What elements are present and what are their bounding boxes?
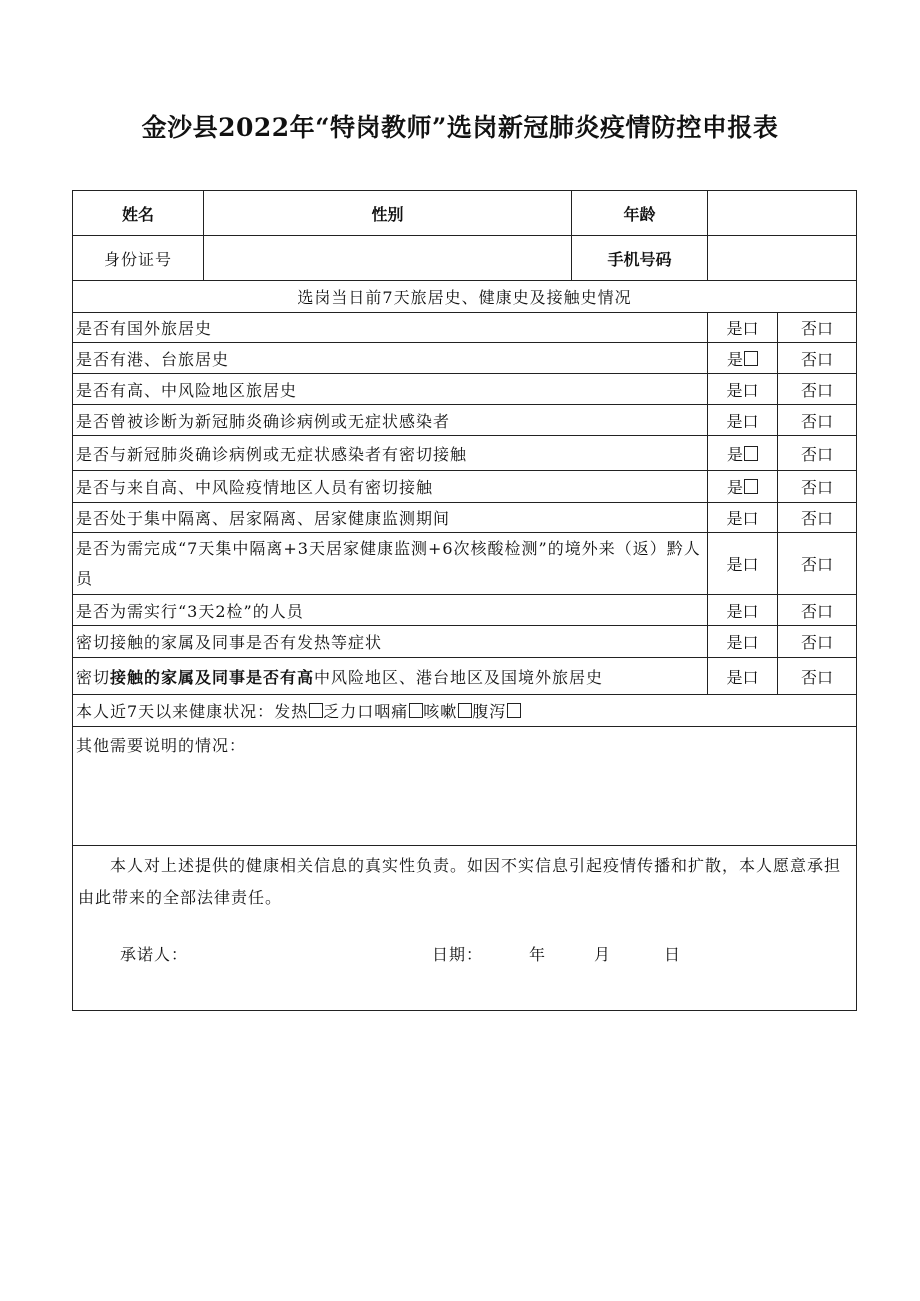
- question-text: 是否有国外旅居史: [73, 313, 708, 343]
- month-label: 月: [594, 945, 612, 964]
- yes-checkbox[interactable]: 是口: [708, 658, 778, 695]
- age-label: 年龄: [572, 191, 708, 236]
- declaration-form: [72, 190, 857, 1011]
- no-checkbox[interactable]: 否口: [778, 658, 857, 695]
- yes-checkbox[interactable]: 是口: [708, 533, 778, 595]
- question-text: 是否有高、中风险地区旅居史: [73, 374, 708, 405]
- age-field[interactable]: [708, 191, 857, 236]
- q11-part2: 接触的家属及同事是否有高: [110, 667, 315, 687]
- yes-checkbox[interactable]: 是口: [708, 595, 778, 626]
- checkbox-square-icon: [409, 703, 423, 718]
- section-title: 选岗当日前7天旅居史、健康史及接触史情况: [73, 281, 857, 313]
- checkbox-square-icon: [744, 351, 758, 366]
- yes-label: 是: [726, 349, 743, 369]
- question-row: [73, 436, 857, 471]
- question-row: [73, 626, 857, 658]
- yes-label: 是: [726, 478, 743, 497]
- cough-option[interactable]: 咳嗽: [423, 702, 472, 721]
- question-row: [73, 405, 857, 436]
- question-text: 是否为需完成“7天集中隔离+3天居家健康监测+6次核酸检测”的境外来（返）黔人员: [73, 533, 708, 595]
- checkbox-square-icon: [507, 703, 521, 718]
- no-checkbox[interactable]: 否口: [778, 313, 857, 343]
- page-title: 金沙县2022年“特岗教师”选岗新冠肺炎疫情防控申报表: [141, 113, 779, 142]
- question-row: [73, 374, 857, 405]
- throat-option[interactable]: 咽痛: [374, 702, 423, 721]
- yes-checkbox[interactable]: [708, 343, 778, 374]
- gender-label: 性别: [204, 191, 572, 236]
- no-checkbox[interactable]: 否口: [778, 626, 857, 658]
- question-text: 是否与新冠肺炎确诊病例或无症状感染者有密切接触: [73, 436, 708, 471]
- no-checkbox[interactable]: 否口: [778, 471, 857, 503]
- row-name: [73, 191, 857, 236]
- question-text: 是否有港、台旅居史: [73, 343, 708, 374]
- question-row: [73, 343, 857, 374]
- other-row: [73, 727, 857, 846]
- phone-label: 手机号码: [572, 236, 708, 281]
- checkbox-square-icon: [309, 703, 323, 718]
- yes-checkbox[interactable]: [708, 436, 778, 471]
- yes-checkbox[interactable]: 是口: [708, 313, 778, 343]
- declaration-cell: [73, 846, 857, 1011]
- question-row: [73, 503, 857, 533]
- date-label: 日期：: [432, 945, 484, 964]
- no-checkbox[interactable]: 否口: [778, 374, 857, 405]
- other-label: 其他需要说明的情况：: [76, 736, 247, 755]
- question-text: [73, 658, 708, 695]
- id-field[interactable]: [204, 236, 572, 281]
- checkbox-square-icon: [458, 703, 472, 718]
- no-checkbox[interactable]: 否口: [778, 343, 857, 374]
- no-checkbox[interactable]: 否口: [778, 503, 857, 533]
- row-id: [73, 236, 857, 281]
- question-row: [73, 595, 857, 626]
- question-text: 是否为需实行“3天2检”的人员: [73, 595, 708, 626]
- question-row: [73, 471, 857, 503]
- declaration-row: [73, 846, 857, 1011]
- health-label: 本人近7天以来健康状况：: [76, 702, 275, 721]
- yes-checkbox[interactable]: [708, 471, 778, 503]
- day-label: 日: [664, 945, 682, 964]
- signature-line: [76, 942, 853, 972]
- health-row: [73, 695, 857, 727]
- question-text: 是否处于集中隔离、居家隔离、居家健康监测期间: [73, 503, 708, 533]
- year-label: 年: [529, 945, 547, 964]
- q11-part3: 中风险地区、港台地区及国境外旅居史: [314, 667, 604, 687]
- yes-checkbox[interactable]: 是口: [708, 405, 778, 436]
- question-text: 是否与来自高、中风险疫情地区人员有密切接触: [73, 471, 708, 503]
- phone-field[interactable]: [708, 236, 857, 281]
- signer-label: 承诺人：: [120, 945, 189, 964]
- checkbox-square-icon: [744, 479, 758, 494]
- other-notes-field[interactable]: [73, 727, 857, 846]
- question-row: [73, 533, 857, 595]
- fever-option[interactable]: 发热: [274, 702, 323, 721]
- checkbox-square-icon: [744, 446, 758, 461]
- no-checkbox[interactable]: 否口: [778, 595, 857, 626]
- question-text: 是否曾被诊断为新冠肺炎确诊病例或无症状感染者: [73, 405, 708, 436]
- declaration-text: 本人对上述提供的健康相关信息的真实性负责。如因不实信息引起疫情传播和扩散，本人愿意承担由此带来的全部法律责任。: [78, 856, 842, 907]
- diarrhea-option[interactable]: 腹泻: [472, 702, 521, 721]
- no-checkbox[interactable]: 否口: [778, 436, 857, 471]
- yes-checkbox[interactable]: 是口: [708, 503, 778, 533]
- yes-checkbox[interactable]: 是口: [708, 374, 778, 405]
- question-text: 密切接触的家属及同事是否有发热等症状: [73, 626, 708, 658]
- no-checkbox[interactable]: 否口: [778, 533, 857, 595]
- q11-part1: 密切: [76, 667, 111, 687]
- question-row: [73, 313, 857, 343]
- health-status: [73, 695, 857, 727]
- id-label: 身份证号: [73, 236, 204, 281]
- fatigue-option[interactable]: 乏力口: [323, 702, 375, 721]
- yes-checkbox[interactable]: 是口: [708, 626, 778, 658]
- no-checkbox[interactable]: 否口: [778, 405, 857, 436]
- yes-label: 是: [726, 444, 743, 464]
- name-label: 姓名: [73, 191, 204, 236]
- question-row: [73, 658, 857, 695]
- section-row: [73, 281, 857, 313]
